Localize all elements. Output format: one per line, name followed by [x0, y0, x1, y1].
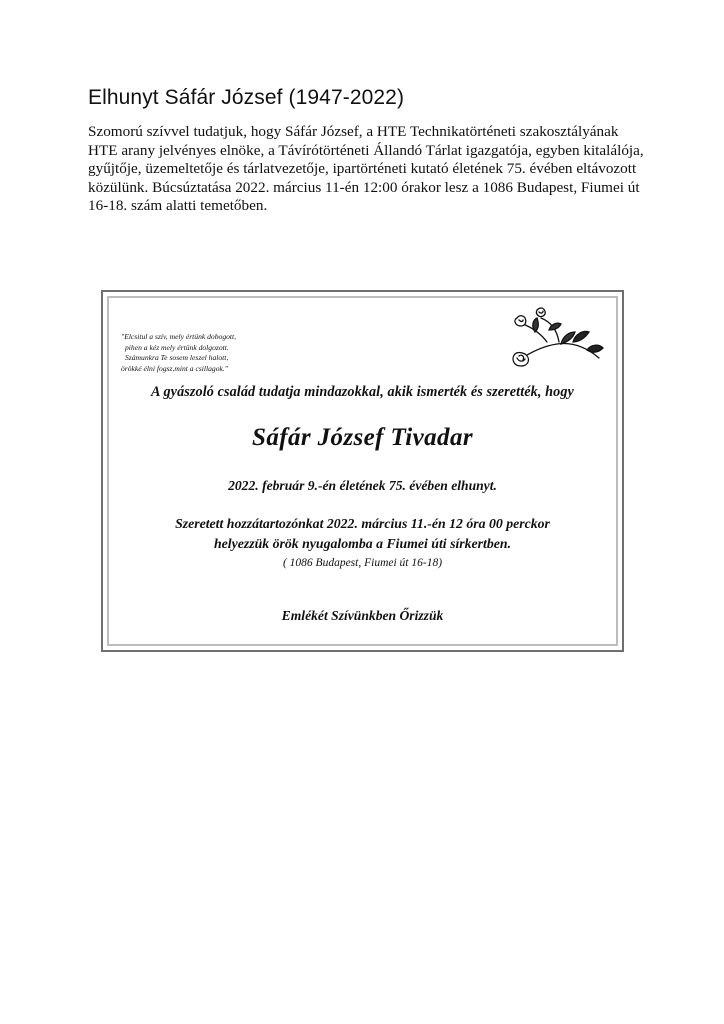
page-title: Elhunyt Sáfár József (1947-2022)	[88, 86, 405, 109]
obituary-notice	[101, 290, 624, 652]
cemetery-address: ( 1086 Budapest, Fiumei út 16-18)	[282, 557, 443, 569]
funeral-line-1: Szeretett hozzátartozónkat 2022. március 11.-én 12 óra 00 perckor	[175, 516, 550, 531]
poem-line: Számunkra Te sosem leszel halott,	[125, 353, 229, 363]
rose-icon	[501, 302, 611, 372]
death-date-line: 2022. február 9.-én életének 75. évében elhunyt.	[228, 478, 497, 493]
poem	[121, 332, 236, 374]
deceased-name: Sáfár József Tivadar	[252, 424, 473, 451]
closing-line: Emlékét Szívünkben Őrizzük	[281, 608, 444, 623]
announcement-line: A gyászoló család tudatja mindazokkal, akik ismerték és szerették, hogy	[151, 384, 574, 400]
poem-line: "Elcsitul a szív, mely értünk dobogott,	[121, 332, 237, 341]
poem-line: örökké élni fogsz,mint a csillagok."	[121, 363, 228, 373]
funeral-line-2: helyezzük örök nyugalomba a Fiumei úti sírkertben.	[213, 536, 512, 551]
poem-line: pihen a kéz mely értünk dolgozott.	[125, 342, 229, 352]
intro-paragraph: Szomorú szívvel tudatjuk, hogy Sáfár József, a HTE Technikatörténeti szakosztályának HTE arany jelvényes elnöke, a Távírótörténeti Állandó Tárlat igazgatója, egyben kitalálója, gyűjtője, üzemeltetője és tárlatvezetője, ipartörténeti kutató életének 75. évében eltávozott közülünk. Búcsúztatása 2022. március 11-én 12:00 órakor lesz a 1086 Budapest, Fiumei út 16-18. szám alatti temetőben.	[88, 123, 644, 215]
